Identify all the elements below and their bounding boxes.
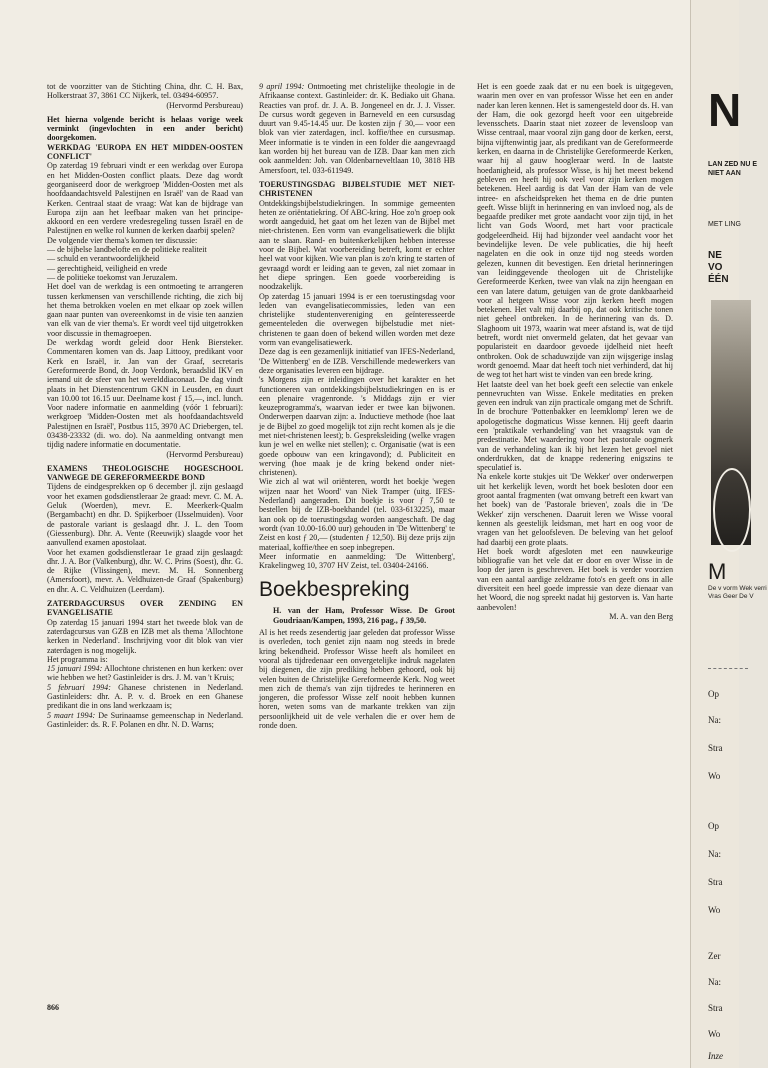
paragraph: Op zaterdag 19 februari vindt er een werkdag over Europa en het Midden-Oosten conflict plaats. Deze dag wordt georganiseerd door de werkgroep 'Midden-Oosten met als hoofdaandachtsveld Palestijnen en Israël' van de Raad van Kerken. Centraal staat de vraag: Wat kan de bijdrage van Europa zijn aan het leefbaar maken van het principe-akkoord en een verdere vredesregeling tussen Israël en de Palestijnen en welke rol kunnen de kerken daarbij spelen? bbox=[47, 161, 243, 236]
signature: (Hervormd Persbureau) bbox=[166, 449, 243, 459]
list-item: — schuld en verantwoordelijkheid bbox=[47, 254, 160, 264]
form-label: Stra bbox=[708, 743, 723, 753]
form-label: Na: bbox=[708, 715, 721, 725]
paragraph: Meer informatie en aanmelding: 'De Wittenberg', Krakelingweg 10, 3707 HV Zeist, tel. 03404-24166. bbox=[259, 551, 455, 571]
divider bbox=[708, 668, 748, 669]
list-item: — gerechtigheid, veiligheid en vrede bbox=[47, 263, 168, 273]
form-label: Zer bbox=[708, 951, 721, 961]
paragraph: 's Morgens zijn er inleidingen over het karakter en het functioneren van ontdekkingsbijbelstudiekringen en is er een plenaire vragenronde. 's Middags zijn er vier keuzeprogramma's, waarvan ieder er twee kan bijwonen. Onderwerpen daarvan zijn: a. Inductieve methode (hoe laat je de Bijbel zo goed mogelijk tot zijn recht komen als je die met niet-christenen leest); b. Gespreksleiding (welke vragen kun je wel en welke niet stellen); c. Organisatie (wat is een goede opbouw van een kringavond); d. Publiciteit en werving (hoe maak je de kring bekend onder niet-christenen). bbox=[259, 375, 455, 478]
review-title: Boekbespreking bbox=[259, 578, 410, 602]
paragraph: Het boek wordt afgesloten met een nauwkeurige bibliografie van het vele dat er door en over Wisse in de loop der jaren is geschreven. Het boek is verder voorzien van een aantal aardige zeldzame foto's en geeft ons in alle diversiteit een heel goede impressie van deze dienaar van het Woord, die nog spreekt nadat hij gestorven is. Van harte aanbevolen! bbox=[477, 546, 673, 612]
strip-bold-text: NE VO ÉÉN bbox=[708, 250, 729, 285]
masthead-letter: N bbox=[708, 84, 742, 136]
form-label: Inze bbox=[708, 1051, 723, 1061]
article-heading: ZATERDAGCURSUS OVER ZENDING EN EVANGELISATIE bbox=[47, 599, 243, 618]
paragraph: Het doel van de werkdag is een ontmoeting te arrangeren tussen kerkmensen van verschillende richting, die zich bij het thema betrokken voelen en met elkaar op zoek willen gaan naar punten van overeenkomst in de visie ten aanzien van elk van de vier thema's. Er wordt veel tijd uitgetrokken voor discussie in themagroepen. bbox=[47, 282, 243, 338]
intro-text: tot de voorzitter van de Stichting China, dhr. C. H. Bax, Holkerstraat 37, 3861 CC Nijkerk, tel. 03494-60957. bbox=[47, 82, 243, 101]
form-label: Stra bbox=[708, 1003, 723, 1013]
paragraph: Het programma is: bbox=[47, 654, 108, 664]
emblem-icon bbox=[713, 468, 751, 552]
paragraph: Het is een goede zaak dat er nu een boek is uitgegeven, waarin men over en van professor Wisse het een en ander nader kan leren kennen. Het is samengesteld door ds. H. van der Ham, die ook gezorgd heeft voor een uitgebreide levensschets. Daarin staat niet zozeer de levensloop van Wisse centraal, maar vooral zijn gang door de kerken, eerst, bijna vijftenwintig jaar, als predikant van de Gereformeerde kerken, en daarna in de Christelijke Gereformeerde Kerken, waar hij al gauw hoogleraar werd. In de laatste hoedanigheid, als professor Wisse, is hij het meest bekend gebleven en heeft hij ook veel voor zijn kerken mogen betekenen. Heel aardig is dat Van der Ham van de vele intree- en afscheidspreken het thema en de drie punten geeft. Wisse blijft in herinnering en van invloed nog, als de begaafde prediker met grote aandacht voor zijn tijd, in het licht van Gods Woord, met hart voor practicale godgeleerdheid. Hij had bijzonder veel aandacht voor het bevindelijke leven. De vele publicaties, die hij heeft nagelaten en die ook in onze tijd nog steeds worden gelezen, kunnen dit bevestigen. Een drietal herinneringen van leidinggevende theologen uit de Christelijke Gereformeerde Kerken, twee van vlak na zijn heengaan en een van latere datum, getuigen van de grote dankbaarheid voor al hetgeen Wisse voor zijn kerken heeft mogen betekenen. Het valt mij daarbij op, dat ook kritische tonen niet geheel ontbreken. In de herinnering van ds. D. Slaghoom uit 1973, waarin wat meer afstand is, wat de tijd betreft, wordt niet onvermeld gelaten, dat het gevaar van popularisteit en daardoor gevoede ijdelheid niet heeft ontbroken. Ook de schaduwzijde van zijn wijsgerige inslag wordt genoemd. Maar dat heeft toch niet verhinderd, dat hij de weg tot het hart wist te vinden van een brede kring. bbox=[477, 82, 673, 380]
form-label: Op bbox=[708, 689, 719, 699]
page-number: 866 bbox=[47, 1003, 59, 1012]
paragraph: Het laatste deel van het boek geeft een selectie van enkele pennevruchten van Wisse. Enkele meditaties en preken geven een indruk van zijn practicale omgang met de Schrift. In de brochure 'Pottenbakker en leemklomp' leren we de apologetische dogmaticus Wisse kennen. Hij geeft daarin een 'praktikale verhandeling' van het vraagstuk van de predestinatie. Met waardering voor het pastorale oogmerk van de verhandeling kan ik bij het lezen het gevoel niet onderdrukken, dat de knappe redenering enigszins te speculatief is. bbox=[477, 379, 673, 473]
form-label: Wo bbox=[708, 771, 721, 781]
form-label: Op bbox=[708, 821, 719, 831]
paragraph: Op zaterdag 15 januari 1994 is er een toerustingsdag voor leden van evangelisatiecommissies, leden van een christelijke studentenvereniging en geïnteresseerde gemeenteleden die overwegen bijbelstudie met niet-christenen te gaan doen of bekend willen worden met deze vorm van evangelisatiewerk. bbox=[259, 291, 455, 348]
form-label: Stra bbox=[708, 877, 723, 887]
paragraph: Al is het reeds zesendertig jaar geleden dat professor Wisse is overleden, toch geniet zijn naam nog steeds in brede kring bekendheid. Professor Wisse heeft als homileet en vooral als tijdredenaar een onvergetelijke indruk nagelaten bij diegenen, die zijn prediking hebben gehoord, ook bij velen buiten de Christelijke Gereformeerde Kerk. Nog weet men zich de thema's van zijn tijdredes te herinneren en jongeren, die professor Wisse zelf nooit hebben kunnen horen, weten soms van de markante trekken van zijn persoonlijkheid uit de vele verhalen die er over hem de ronde doen. bbox=[259, 628, 455, 730]
column-1 bbox=[47, 82, 243, 729]
paragraph: Voor het examen godsdienstleraar 1e graad zijn geslaagd: dhr. J. A. Bor (Valkenburg), dhr. W. C. Prins (Soest), dhr. G. de Rijke (Vlissingen), mevr. M. H. Sonnenberg (Amersfoort), mevr. A. Veldhuizen-de Graaf (Spakenburg) en dhr. A. C. Veldhuizen (Leerdam). bbox=[47, 547, 243, 594]
review-book-info: H. van der Ham, Professor Wisse. De Groot Goudriaan/Kampen, 1993, 216 pag., ƒ 39,50. bbox=[273, 606, 455, 625]
review-author: M. A. van den Berg bbox=[609, 611, 673, 621]
paragraph: Na enkele korte stukjes uit 'De Wekker' over onderwerpen uit het kerkelijk leven, wordt het boek besloten door een groot aantal fragmenten (wat omvang betreft een kwart van het boek) van de 'Pastorale brieven', zoals die in 'De Wekker' zijn verschenen. Daaruit leren we Wisse vooral kennen als geestelijk leidsman, met hart en oog voor de vragen van het geloofsleven. De beleving van het geloof had daarbij een grote plaats. bbox=[477, 472, 673, 547]
notice-text: Het hierna volgende bericht is helaas vorige week verminkt (ingevlochten in een ander bericht) doorgekomen. bbox=[47, 114, 243, 143]
strip-text: De v vorm Wek verri Vras Geer De V bbox=[708, 585, 767, 600]
paragraph: Op zaterdag 15 januari 1994 start het tweede blok van de zaterdagcursus van GZB en IZB met als thema 'Allochtone kerken in Nederland'. Inschrijving voor dit blok van vier zaterdagen is nog mogelijk. bbox=[47, 617, 243, 655]
list-item: — de politieke toekomst van Jeruzalem. bbox=[47, 272, 178, 282]
list-item: — de bijbelse landbelofte en de politieke realiteit bbox=[47, 245, 207, 255]
paragraph: De werkdag wordt geleid door Henk Biersteker. Commentaren komen van ds. Jaap Littooy, predikant voor Kerk en Israël, ir. Jan van der Graaf, secretaris Gereformeerde Bond, dr. Joop Verdonk, beraadslid IKV en iemand uit de sfeer van het werelddiaconaat. De dag vindt plaats in het Dienstencentrum GKN in Leusden, en duurt van 10.00 tot 16.15 uur. Deelname kost ƒ 15,—, incl. lunch. Voor nadere informatie en aanmelding (vóór 1 februari): werkgroep 'Midden-Oosten met als hoofdaandachtsveld Palestijnen en Israël', Postbus 115, 3970 AC Driebergen, tel. 03438-23332 (di. wo. do). Na aanmelding ontvangt men tijdig nadere informatie en documentatie. bbox=[47, 338, 243, 450]
program-item: 5 februari 1994: Ghanese christenen in Nederland. Gastinleiders: dhr. A. P. v. d. Broek en een Ghanese predikant die in ons land werkzaam is; bbox=[47, 682, 243, 711]
adjacent-page-strip bbox=[690, 0, 767, 1068]
program-date: 15 januari 1994: bbox=[47, 664, 103, 674]
program-date: 5 februari 1994: bbox=[47, 682, 111, 692]
program-date: 9 april 1994: bbox=[259, 82, 305, 91]
column-2 bbox=[259, 82, 455, 730]
article-heading: TOERUSTINGSDAG BIJBELSTUDIE MET NIET-CHRISTENEN bbox=[259, 179, 455, 199]
strip-letter: M bbox=[708, 559, 727, 584]
paragraph: Ontdekkingsbijbelstudiekringen. In sommige gemeenten heten ze oriëntatiekring. Of ABC-kring. Hoe zo'n groep ook wordt aangeduid, het gaat om het lezen van de Bijbel met niet-christenen. Een vorm van evangelisatiewerk die blijkt aan te slaan. Rand- en buitenkerkelijken hebben interesse voor de Bijbel. Wat voorbereiding betreft, komt er echter heel wat voor kijken. Wie van plan is zo'n kring te starten of gevraagd wordt er leiding aan te geven, zal niet zomaar in het diepe springen. Een goede voorbereiding is noodzakelijk. bbox=[259, 198, 455, 292]
article-heading: EXAMENS THEOLOGISCHE HOGESCHOOL VANWEGE DE GEREFORMEERDE BOND bbox=[47, 463, 243, 483]
program-item: 15 januari 1994: Allochtone christenen en hun kerken: over wie hebben we het? Gastinleider is drs. J. M. van 't Kruis; bbox=[47, 664, 243, 683]
article-heading: WERKDAG 'EUROPA EN HET MIDDEN-OOSTEN CONFLICT' bbox=[47, 142, 243, 162]
program-item: 5 maart 1994: De Surinaamse gemeenschap in Nederland. Gastinleider: ds. R. F. Polanen en dhr. N. D. Warns; bbox=[47, 710, 243, 729]
signature: (Hervormd Persbureau) bbox=[166, 100, 243, 110]
program-item: 9 april 1994: Ontmoeting met christelijke theologie in de Afrikaanse context. Gastinleider: dr. K. Bediako uit Ghana. Reacties van prof. dr. J. A. B. Jongeneel en dr. J. J. Visser. De cursus wordt gegeven in Barneveld en een cursusdag duurt van 9.45-14.45 uur. De kosten zijn ƒ 30,— voor een blok van vier zaterdagen, incl. koffie/thee en cursusmap. Meer informatie is te vinden in een folder die aangevraagd kan worden bij het bureau van de IZB. Daar kan men zich ook aanmelden: Joh. van Oldenbarneveltlaan 10, 3818 HB Amersfoort, tel. 033-611949. bbox=[259, 82, 455, 175]
paragraph: Tijdens de eindgesprekken op 6 december jl. zijn geslaagd voor het examen godsdienstleraar 2e graad: mevr. C. M. A. Geluk (Woerden), mevr. E. Meerkerk-Qualm (Bergambacht) en dhr. D. Spijkerboer (IJsselmuiden). Voor de pastorale variant is geslaagd dhr. J. L. den Toom (Giessenburg). Dhr. A. Vente (Reeuwijk) slaagde voor het aanvullend examen apostolaat. bbox=[47, 482, 243, 548]
paragraph: De volgende vier thema's komen ter discussie: bbox=[47, 235, 198, 245]
strip-text: LAN ZED NU E NIET AAN bbox=[708, 161, 757, 177]
form-label: Wo bbox=[708, 1029, 721, 1039]
form-label: Na: bbox=[708, 849, 721, 859]
form-label: Wo bbox=[708, 905, 721, 915]
column-3 bbox=[477, 82, 673, 621]
strip-text: MET LING bbox=[708, 221, 741, 228]
paragraph: Wie zich al wat wil oriënteren, wordt het boekje 'wegen wijzen naar het Woord' van Niek Tramper (uitg. IFES-Nederland) aangeraden. Dit boekje is voor ƒ 7,50 te bestellen bij de IZB-boekhandel (tel. 033-613225), maar kan ook op de toerustingsdag worden aangeschaft. De dag wordt (van 10.00-16.00 uur) gehouden in 'De Wittenberg' te Zeist en kost ƒ 20,— (studenten ƒ 12,50). Bij deze prijs zijn materiaal, koffie/thee en soep inbegrepen. bbox=[259, 477, 455, 552]
paragraph: Deze dag is een gezamenlijk initiatief van IFES-Nederland, 'De Wittenberg' en de IZB. Verschillende medewerkers van deze organisaties leveren een bijdrage. bbox=[259, 347, 455, 375]
program-date: 5 maart 1994: bbox=[47, 710, 96, 720]
form-label: Na: bbox=[708, 977, 721, 987]
